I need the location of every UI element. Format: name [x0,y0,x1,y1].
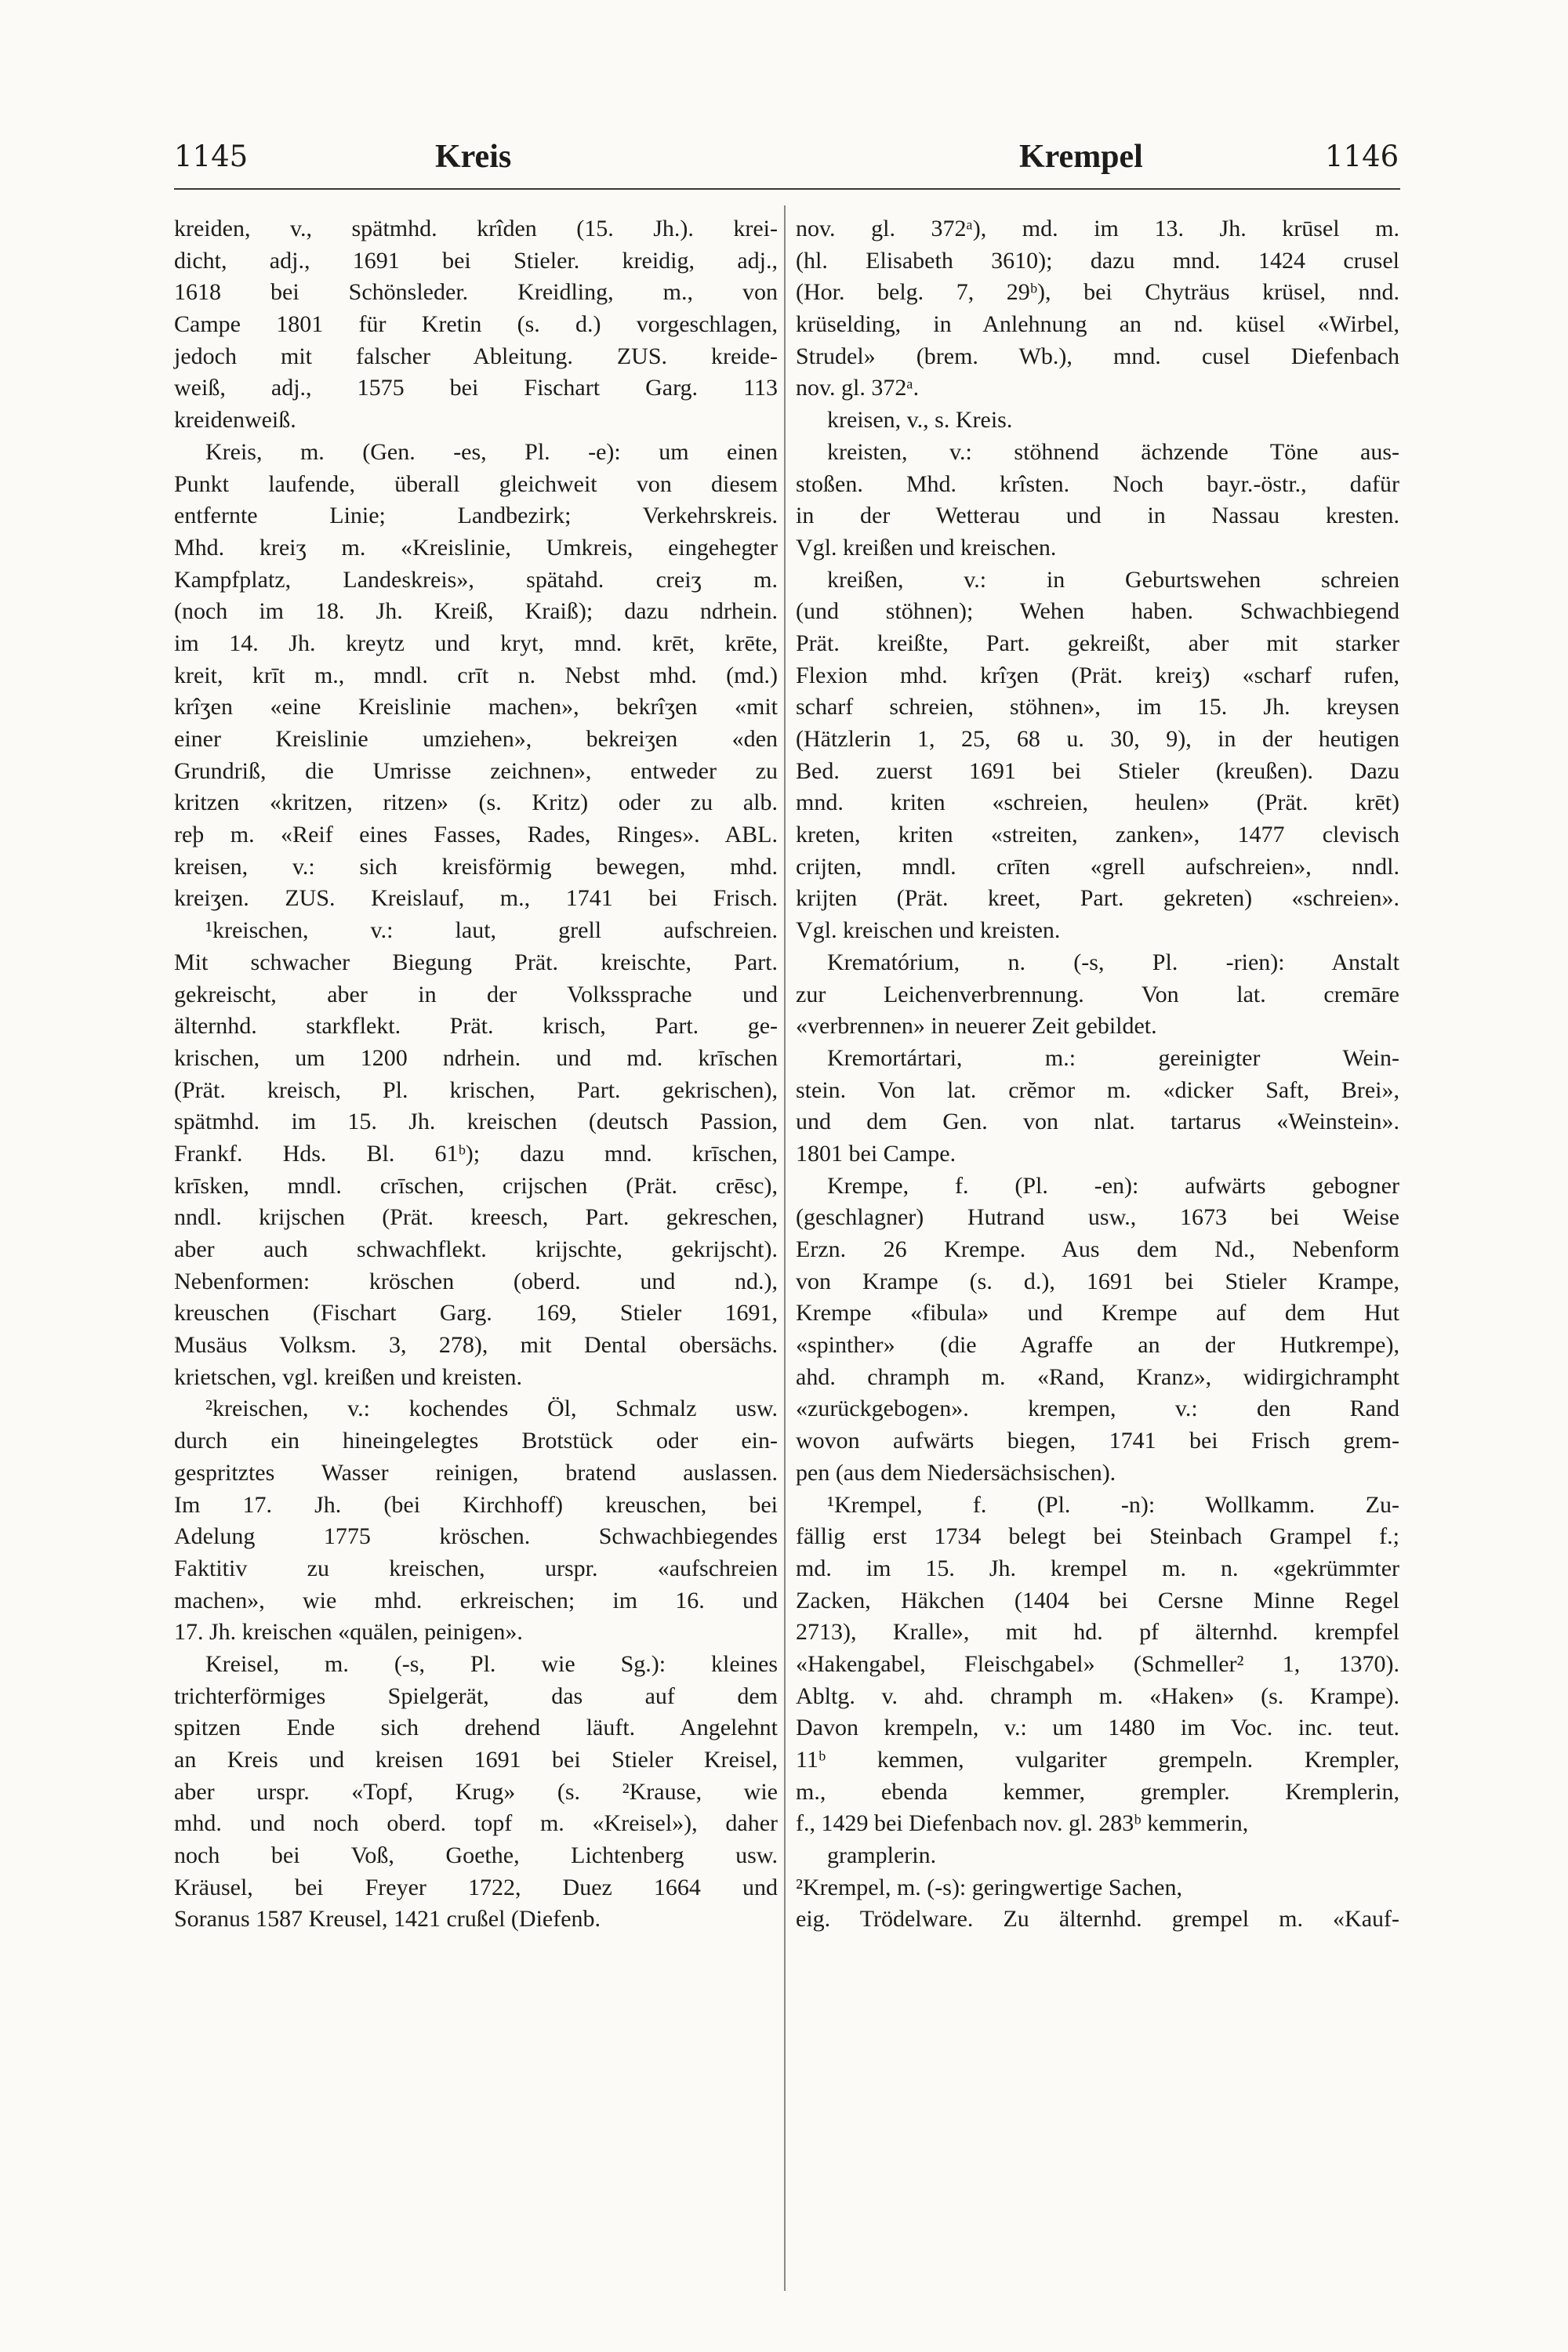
header-rule [174,188,1400,190]
text-line: Strudel» (brem. Wb.), mnd. cusel Diefenbach [796,343,1399,369]
text-line: kreisen, v.: sich kreisförmig bewegen, mhd. [174,853,778,880]
text-line: trichterförmiges Spielgerät, das auf dem [174,1682,778,1709]
text-line: Kreisel, m. (-s, Pl. wie Sg.): kleines [205,1650,778,1677]
text-line: 1801 bei Campe. [796,1140,956,1167]
text-line: weiß, adj., 1575 bei Fischart Garg. 113 [174,375,778,401]
text-line: kreisten, v.: stöhnend ächzende Töne aus- [827,438,1399,465]
text-line: gespritztes Wasser reinigen, bratend auslassen. [174,1459,778,1486]
text-line: stein. Von lat. crĕmor m. «dicker Saft, Brei», [796,1076,1399,1103]
text-line: Krempe «fibula» und Krempe auf dem Hut [796,1300,1399,1327]
text-line: «Hakengabel, Fleischgabel» (Schmeller² 1, 1370). [796,1650,1399,1677]
text-line: kreiden, v., spätmhd. krîden (15. Jh.). krei- [174,216,778,241]
page-header [0,133,1568,180]
text-line: ahd. chramph m. «Rand, Kranz», widirgichrampht [796,1363,1399,1390]
text-line: noch bei Voß, Goethe, Lichtenberg usw. [174,1842,778,1869]
text-line: Kräusel, bei Freyer 1722, Duez 1664 und [174,1874,778,1900]
text-line: krischen, um 1200 ndrhein. und md. krīschen [174,1044,778,1071]
text-line: Davon krempeln, v.: um 1480 im Voc. inc. teut. [796,1715,1399,1741]
text-line: «spinther» (die Agraffe an der Hutkrempe), [796,1332,1399,1359]
text-line: kreißen, v.: in Geburtswehen schreien [827,566,1399,593]
text-line: «zurückgebogen». krempen, v.: den Rand [796,1396,1399,1422]
text-line: Zacken, Häkchen (1404 bei Cersne Minne Regel [796,1587,1399,1613]
text-line: fällig erst 1734 belegt bei Steinbach Grampel f.; [796,1523,1399,1550]
text-line: gekreischt, aber in der Volkssprache und [174,981,778,1007]
text-line: aber urspr. «Topf, Krug» (s. ²Krause, wie [174,1778,778,1805]
text-line: Soranus 1587 Kreusel, 1421 crußel (Diefenb. [174,1906,601,1933]
text-line: Krematórium, n. (-s, Pl. -rien): Anstalt [827,949,1399,975]
text-line: kreuschen (Fischart Garg. 169, Stieler 1691, [174,1300,778,1327]
text-line: durch ein hineingelegtes Brotstück oder ein- [174,1428,778,1454]
text-line: Im 17. Jh. (bei Kirchhoff) kreuschen, bei [174,1491,778,1518]
left-running-headword: Kreis [435,139,512,175]
text-line: an Kreis und kreisen 1691 bei Stieler Kreisel, [174,1747,778,1773]
text-line: f., 1429 bei Diefenbach nov. gl. 283ᵇ kemmerin, [796,1810,1249,1837]
text-line: Frankf. Hds. Bl. 61ᵇ); dazu mnd. krīschen, [174,1140,778,1167]
text-line: Mit schwacher Biegung Prät. kreischte, Part. [174,949,778,975]
text-line: 17. Jh. kreischen «quälen, peinigen». [174,1619,523,1646]
text-line: (Hätzlerin 1, 25, 68 u. 30, 9), in der heutigen [796,726,1399,752]
text-line: Abltg. v. ahd. chramph m. «Haken» (s. Krampe). [796,1682,1399,1709]
text-line: Musäus Volksm. 3, 278), mit Dental obersächs. [174,1332,778,1359]
text-line: älternhd. starkflekt. Prät. krisch, Part. ge- [174,1013,778,1040]
text-line: ¹kreischen, v.: laut, grell aufschreien. [205,917,778,944]
text-line: einer Kreislinie umziehen», bekreiʒen «den [174,726,778,752]
right-column [796,213,1399,1936]
text-line: Punkt laufende, überall gleichweit von diesem [174,470,778,497]
left-column [174,213,778,1936]
text-line: 11ᵇ kemmen, vulgariter grempeln. Krempler, [796,1747,1399,1773]
text-line: Adelung 1775 kröschen. Schwachbiegendes [174,1523,778,1550]
text-line: Flexion mhd. krîʒen (Prät. kreiʒ) «scharf rufen, [796,662,1399,688]
text-line: «verbrennen» in neuerer Zeit gebildet. [796,1013,1157,1040]
text-line: nov. gl. 372ᵃ), md. im 13. Jh. krūsel m. [796,216,1399,241]
right-page-number: 1146 [1325,140,1399,173]
text-line: kreidenweiß. [174,407,296,434]
text-line: Kampfplatz, Landeskreis», spätahd. creiʒ m. [174,566,778,593]
text-line: mnd. kriten «schreien, heulen» (Prät. krēt) [796,789,1399,816]
text-line: in der Wetterau und in Nassau kresten. [796,503,1399,529]
text-line: im 14. Jh. kreytz und kryt, mnd. krēt, krēte, [174,630,778,656]
text-line: scharf schreien, stöhnen», im 15. Jh. kreysen [796,694,1399,720]
text-line: Faktitiv zu kreischen, urspr. «aufschreien [174,1555,778,1581]
text-line: spitzen Ende sich drehend läuft. Angelehnt [174,1715,778,1741]
text-line: kritzen «kritzen, ritzen» (s. Kritz) oder zu alb. [174,789,778,816]
text-line: und dem Gen. von nlat. tartarus «Weinstein». [796,1109,1399,1135]
text-line: entfernte Linie; Landbezirk; Verkehrskreis. [174,503,778,529]
text-line: Nebenformen: kröschen (oberd. und nd.), [174,1268,778,1294]
text-line: machen», wie mhd. erkreischen; im 16. und [174,1587,778,1613]
text-line: 1618 bei Schönsleder. Kreidling, m., von [174,279,778,306]
text-line: Campe 1801 für Kretin (s. d.) vorgeschlagen, [174,311,778,338]
text-line: aber auch schwachflekt. krijschte, gekrijscht). [174,1236,778,1262]
text-line: eig. Trödelware. Zu älternhd. grempel m. «Kauf- [796,1906,1399,1933]
text-line: dicht, adj., 1691 bei Stieler. kreidig, adj., [174,247,778,274]
left-page-number: 1145 [174,140,249,173]
text-line: gramplerin. [827,1842,937,1869]
text-line: m., ebenda kemmer, grempler. Kremplerin, [796,1778,1399,1805]
text-line: krijten (Prät. kreet, Part. gekreten) «schreien». [796,885,1399,912]
text-line: Bed. zuerst 1691 bei Stieler (kreußen). Dazu [796,757,1399,784]
text-line: kreisen, v., s. Kreis. [827,407,1013,434]
text-line: ²kreischen, v.: kochendes Öl, Schmalz usw. [205,1396,778,1422]
text-line: stoßen. Mhd. krîsten. Noch bayr.-östr., dafür [796,470,1399,497]
column-divider [784,205,786,2291]
text-line: Vgl. kreißen und kreischen. [796,534,1057,561]
text-line: nov. gl. 372ᵃ. [796,375,920,401]
text-line: (Prät. kreisch, Pl. krischen, Part. gekrischen), [174,1076,778,1103]
text-line: crijten, mndl. crīten «grell aufschreien», nndl. [796,853,1399,880]
text-line: (und stöhnen); Wehen haben. Schwachbiegend [796,598,1399,625]
text-line: (geschlagner) Hutrand usw., 1673 bei Weise [796,1204,1399,1231]
text-line: kreiʒen. ZUS. Kreislauf, m., 1741 bei Frisch. [174,885,778,912]
text-line: ²Krempel, m. (-s): geringwertige Sachen, [796,1874,1182,1900]
text-line: Prät. kreißte, Part. gekreißt, aber mit starker [796,630,1399,656]
text-line: 2713), Kralle», mit hd. pf älternhd. krempfel [796,1619,1399,1646]
text-line: krîʒen «eine Kreislinie machen», bekrîʒen «mit [174,694,778,720]
text-line: Grundriß, die Umrisse zeichnen», entweder zu [174,757,778,784]
text-line: mhd. und noch oberd. topf m. «Kreisel»), daher [174,1810,778,1837]
text-line: Mhd. kreiʒ m. «Kreislinie, Umkreis, eingehegter [174,534,778,561]
text-line: nndl. krijschen (Prät. kreesch, Part. gekreschen, [174,1204,778,1231]
text-line: wovon aufwärts biegen, 1741 bei Frisch grem- [796,1428,1399,1454]
text-line: krīsken, mndl. crīschen, crijschen (Prät. crēsc), [174,1172,778,1199]
text-line: krietschen, vgl. kreißen und kreisten. [174,1363,523,1390]
text-line: kreten, kriten «streiten, zanken», 1477 clevisch [796,822,1399,848]
text-line: pen (aus dem Niedersächsischen). [796,1459,1116,1486]
text-line: (noch im 18. Jh. Kreiß, Kraiß); dazu ndrhein. [174,598,778,625]
right-running-headword: Krempel [1019,139,1143,175]
text-line: Kremortártari, m.: gereinigter Wein- [827,1044,1399,1071]
text-line: spätmhd. im 15. Jh. kreischen (deutsch Passion, [174,1109,778,1135]
text-line: krüselding, in Anlehnung an nd. küsel «Wirbel, [796,311,1399,338]
text-line: (hl. Elisabeth 3610); dazu mnd. 1424 crusel [796,247,1399,274]
text-line: ¹Krempel, f. (Pl. -n): Wollkamm. Zu- [827,1491,1399,1518]
text-line: zur Leichenverbrennung. Von lat. cremāre [796,981,1399,1007]
text-line: Krempe, f. (Pl. -en): aufwärts gebogner [827,1172,1399,1199]
text-line: (Hor. belg. 7, 29ᵇ), bei Chyträus krüsel, nnd. [796,279,1399,306]
text-line: von Krampe (s. d.), 1691 bei Stieler Krampe, [796,1268,1399,1294]
text-line: Erzn. 26 Krempe. Aus dem Nd., Nebenform [796,1236,1399,1262]
text-line: reþ m. «Reif eines Fasses, Rades, Ringes». ABL. [174,822,778,848]
text-line: kreit, krīt m., mndl. crīt n. Nebst mhd. (md.) [174,662,778,688]
text-line: Vgl. kreischen und kreisten. [796,917,1061,944]
text-line: jedoch mit falscher Ableitung. ZUS. kreide- [174,343,778,369]
text-line: Kreis, m. (Gen. -es, Pl. -e): um einen [205,438,778,465]
text-line: md. im 15. Jh. krempel m. n. «gekrümmter [796,1555,1399,1581]
